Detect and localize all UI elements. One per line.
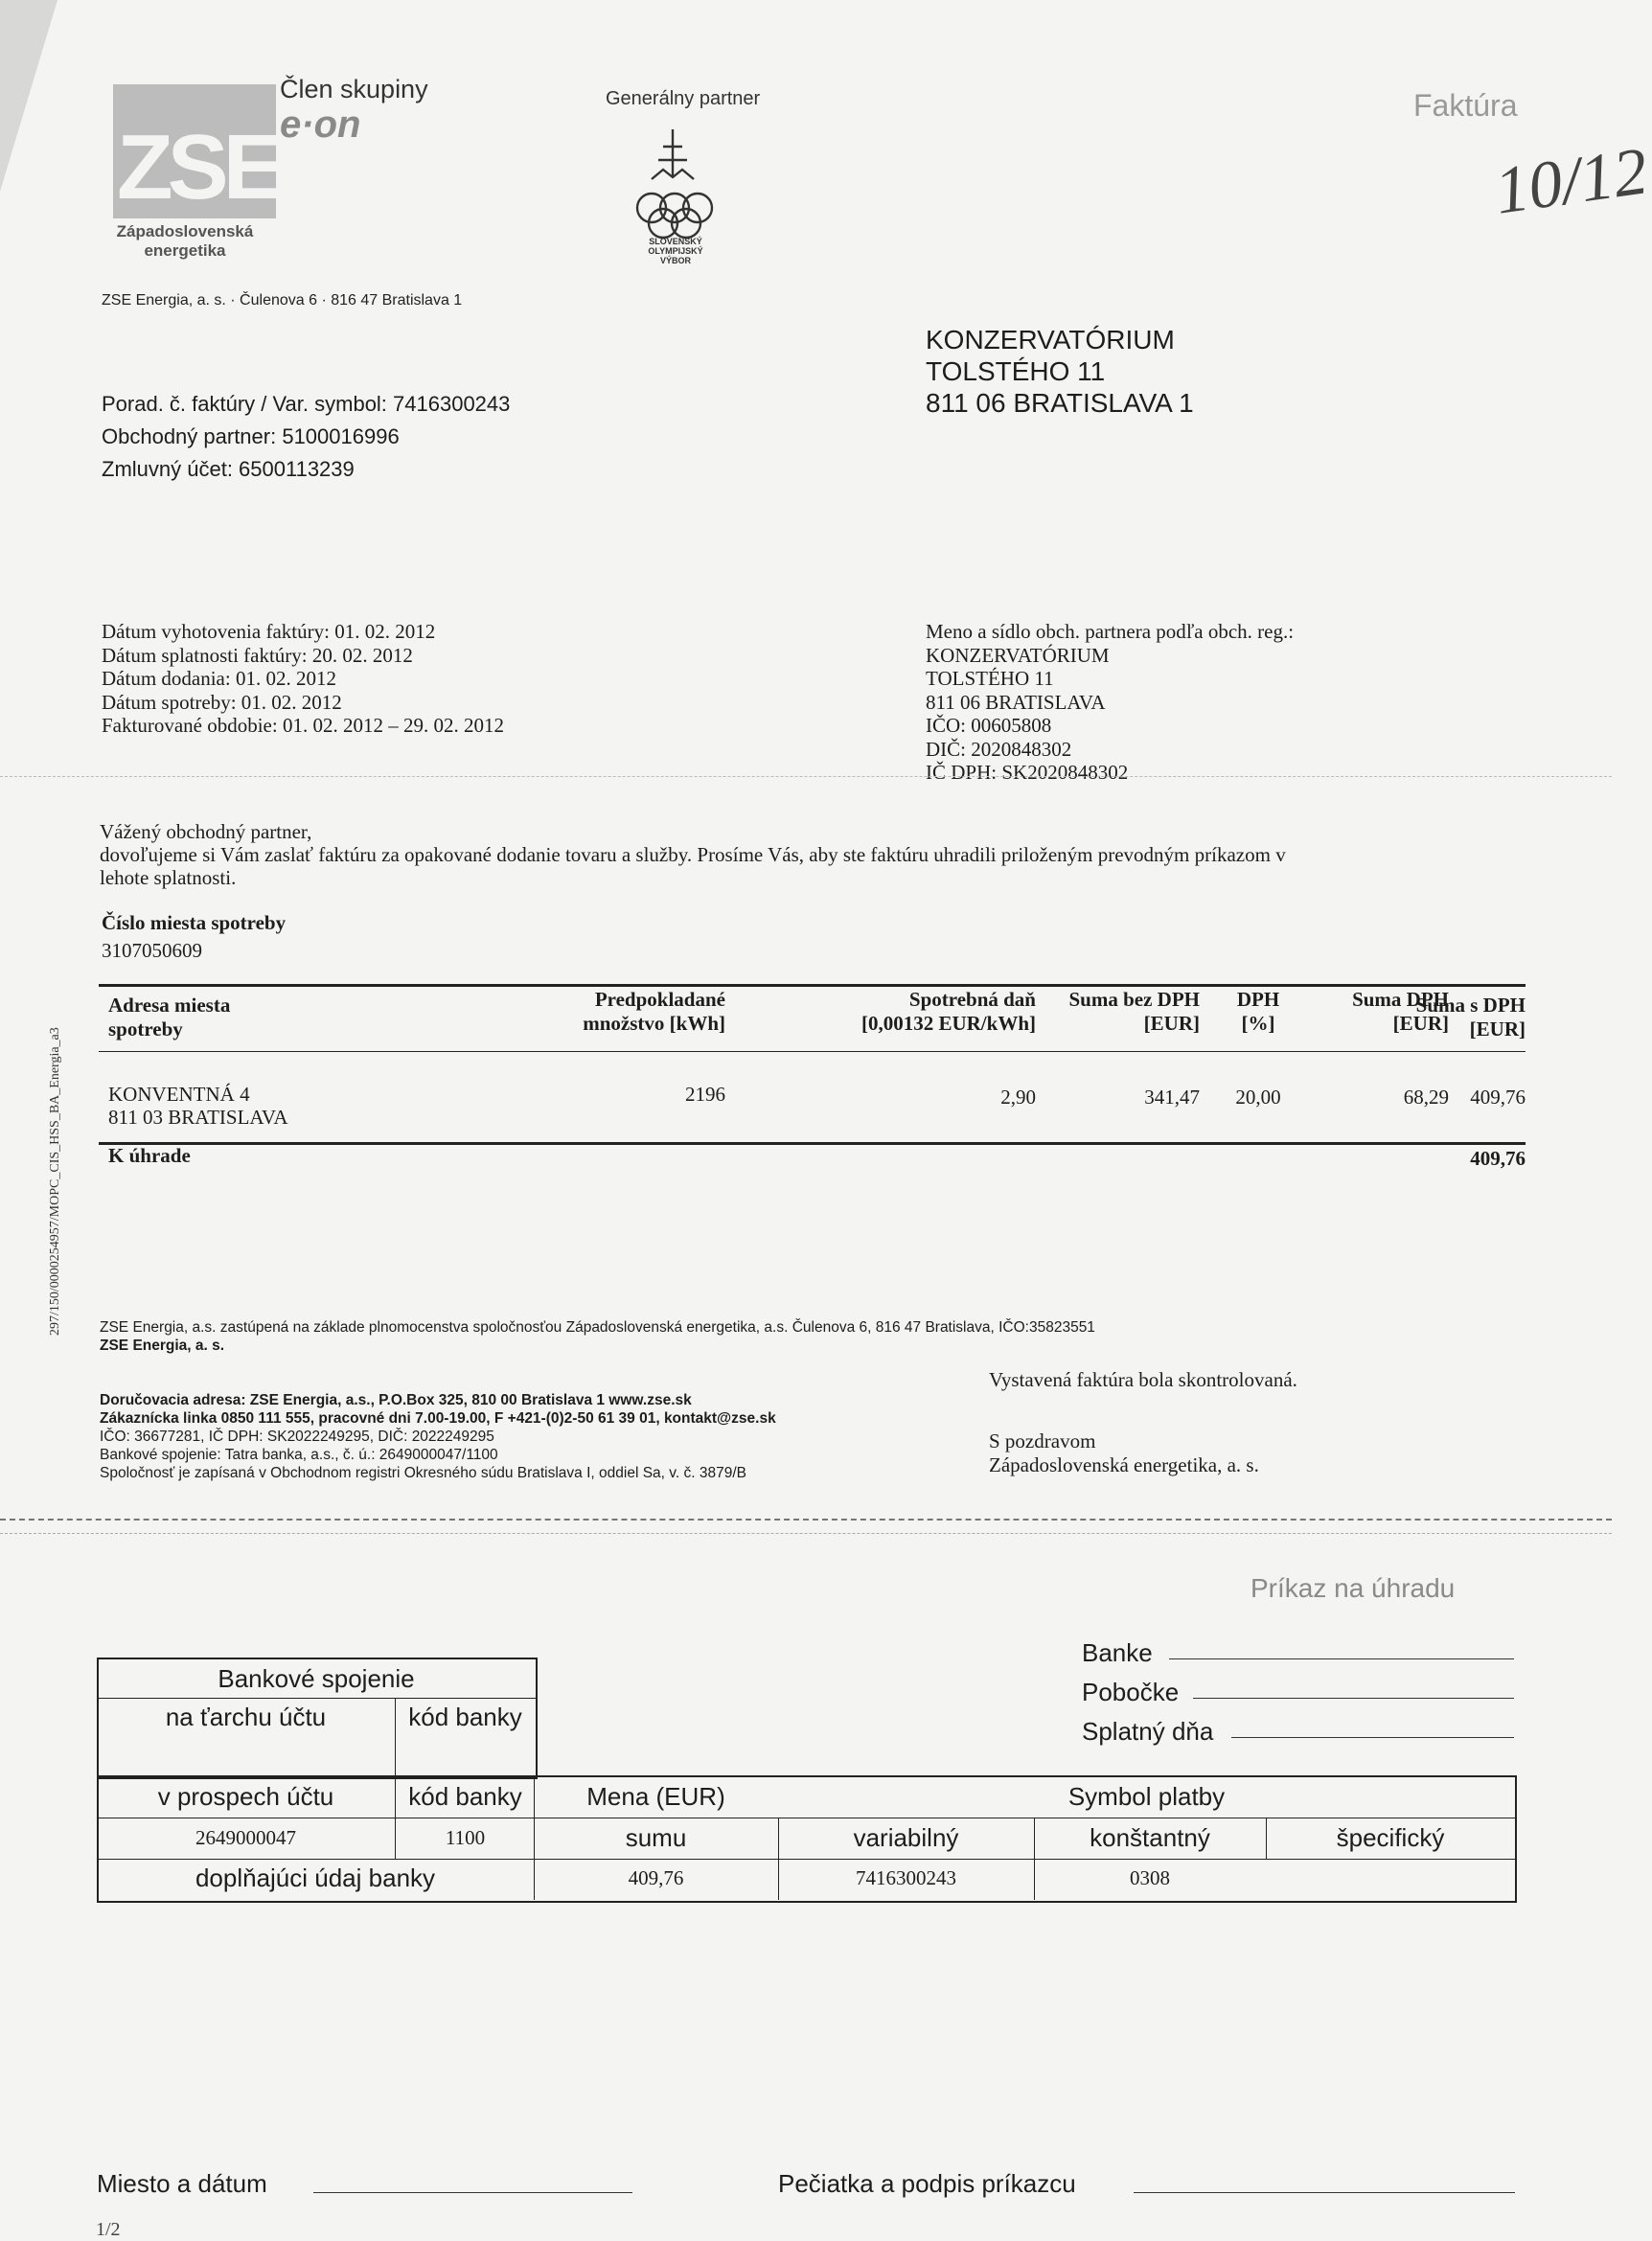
variable-symbol-value: 7416300243: [856, 1866, 956, 1889]
contract-account-number: Zmluvný účet: 6500113239: [102, 457, 355, 481]
due-date-input-line[interactable]: [1231, 1736, 1514, 1738]
zse-logo: ZSE: [117, 116, 279, 218]
table-top-rule: [99, 984, 1526, 987]
eon-logo: e·on: [280, 103, 361, 146]
row-quantity: 2196: [685, 1083, 725, 1106]
member-of-group-label: Člen skupiny: [280, 75, 428, 103]
bank-connection-label: Bankové spojenie: [218, 1664, 415, 1693]
header-gross-sum: Suma s DPH [EUR]: [1415, 994, 1526, 1040]
consumption-point-value: 3107050609: [102, 939, 202, 962]
header-excise-tax: Spotrebná daň [0,00132 EUR/kWh]: [860, 988, 1036, 1035]
header-net-sum: Suma bez DPH [EUR]: [1068, 988, 1200, 1035]
header-quantity: Predpokladané množstvo [kWh]: [583, 988, 725, 1035]
olympic-committee-caption: SLOVENSKÝ OLYMPIJSKÝ VÝBOR: [648, 237, 703, 265]
branch-label: Pobočke: [1082, 1678, 1180, 1706]
bank-code-value: 1100: [445, 1826, 486, 1849]
bank-code-label-2: kód banky: [408, 1782, 522, 1811]
sender-address: ZSE Energia, a. s. · Čulenova 6 · 816 47 Bratislava 1: [102, 292, 463, 309]
row-excise-tax: 2,90: [1000, 1086, 1036, 1109]
side-reference-code: 297/150/0000254957/MOPC_CIS_HSS_BA_Energia_a3: [48, 1027, 62, 1336]
invoice-checked-note: Vystavená faktúra bola skontrolovaná.: [989, 1368, 1297, 1391]
letter-body: Vážený obchodný partner, dovoľujeme si Vám zaslať faktúru za opakované dodanie tovaru a služby. Prosíme Vás, aby ste faktúru uhradili priloženým prevodným príkazom v lehote splatnosti.: [100, 820, 1537, 889]
stamp-signature-line[interactable]: [1134, 2192, 1515, 2193]
bank-fields: [1082, 1634, 1213, 1751]
header-address: Adresa miesta spotreby: [108, 994, 231, 1040]
row-net-sum: 341,47: [1144, 1086, 1200, 1109]
place-date-line[interactable]: [313, 2192, 632, 2193]
table-total-rule: [99, 1142, 1526, 1145]
debit-account-label: na ťarchu účtu: [165, 1703, 327, 1731]
payment-symbol-label: Symbol platby: [1067, 1782, 1226, 1811]
amount-value: 409,76: [628, 1866, 684, 1889]
tear-off-line-secondary: [0, 1533, 1612, 1534]
bank-code-label: kód banky: [408, 1703, 522, 1731]
consumption-point-label: Číslo miesta spotreby: [102, 911, 287, 934]
payment-row-divider-2: [97, 1859, 1515, 1860]
representation-note: ZSE Energia, a.s. zastúpená na základe plnomocenstva spoločnosťou Západoslovenská energetika, a.s. Čulenova 6, 816 47 Bratislava, IČO:35823551 ZSE Energia, a. s.: [100, 1319, 1095, 1354]
fold-line: [0, 776, 1612, 778]
row-vat-sum: 68,29: [1403, 1086, 1449, 1109]
page-number: 1/2: [96, 2219, 121, 2240]
company-contact: Doručovacia adresa: ZSE Energia, a.s., P.O.Box 325, 810 00 Bratislava 1 www.zse.sk Zákaznícka linka 0850 111 555, pracovné dni 7.00-19.00, F +421-(0)2-50 61 39 01, kontakt@zse.sk IČO: 36677281, IČ DPH: SK2022249295, DIČ: 2022249295 Bankové spojenie: Tatra banka, a.s., č. ú.: 2649000047/1100 Spoločnosť je zapísaná v Obchodnom registri Okresného súdu Bratislava I, oddiel Sa, v. č. 3879/B: [100, 1392, 776, 1481]
recipient-address: KONZERVATÓRIUM TOLSTÉHO 11 811 06 BRATISLAVA 1: [926, 325, 1194, 418]
due-date-label: Splatný dňa: [1082, 1717, 1214, 1746]
page-corner-shadow: [0, 0, 57, 192]
place-date-label: Miesto a dátum: [97, 2169, 267, 2198]
additional-bank-data-label: doplňajúci údaj banky: [195, 1864, 436, 1892]
bank-box-divider: [97, 1698, 536, 1699]
header-vat-rate: DPH [%]: [1236, 988, 1280, 1035]
partner-registration: Meno a sídlo obch. partnera podľa obch. reg.: KONZERVATÓRIUM TOLSTÉHO 11 811 06 BRATISLAVA IČO: 00605808 DIČ: 2020848302 IČ DPH: SK2020848302: [926, 620, 1295, 784]
invoice-dates: Dátum vyhotovenia faktúry: 01. 02. 2012 Dátum splatnosti faktúry: 20. 02. 2012 Dátum dodania: 01. 02. 2012 Dátum spotreby: 01. 02. 2012 Fakturované obdobie: 01. 02. 2012 – 29. 02. 2012: [102, 620, 504, 737]
bank-label: Banke: [1082, 1638, 1153, 1667]
row-gross-sum: 409,76: [1470, 1086, 1526, 1109]
table-header-rule: [99, 1051, 1526, 1052]
zse-logo-caption: Západoslovenská energetika: [116, 222, 254, 260]
credit-account-value: 2649000047: [195, 1826, 296, 1849]
constant-symbol-value: 0308: [1130, 1866, 1170, 1889]
currency-label: Mena (EUR): [586, 1782, 725, 1811]
handwritten-note: 10/12: [1490, 134, 1652, 229]
variable-symbol-label: variabilný: [853, 1823, 959, 1852]
invoice-number: Porad. č. faktúry / Var. symbol: 7416300243: [102, 392, 511, 416]
specific-symbol-label: špecifický: [1336, 1823, 1445, 1852]
total-label: K úhrade: [108, 1144, 191, 1167]
document-type: Faktúra: [1413, 88, 1518, 123]
constant-symbol-label: konštantný: [1090, 1823, 1210, 1852]
general-partner-label: Generálny partner: [606, 88, 761, 109]
regards: S pozdravom Západoslovenská energetika, a. s.: [989, 1429, 1259, 1476]
stamp-signature-label: Pečiatka a podpis príkazcu: [778, 2169, 1076, 2198]
branch-input-line[interactable]: [1193, 1697, 1514, 1699]
credit-account-label: v prospech účtu: [157, 1782, 334, 1811]
payment-order-title: Príkaz na úhradu: [1250, 1573, 1456, 1603]
row-vat-rate: 20,00: [1235, 1086, 1281, 1109]
header-vat-sum: Suma DPH [EUR]: [1352, 988, 1449, 1035]
row-address: KONVENTNÁ 4 811 03 BRATISLAVA: [108, 1083, 288, 1129]
tear-off-line: [0, 1519, 1612, 1521]
greeting: Vážený obchodný partner,: [100, 820, 312, 843]
amount-label: sumu: [625, 1823, 687, 1852]
total-value: 409,76: [1470, 1147, 1526, 1170]
business-partner-number: Obchodný partner: 5100016996: [102, 424, 400, 448]
invoice-references: [102, 388, 510, 486]
bank-input-line[interactable]: [1169, 1658, 1514, 1659]
